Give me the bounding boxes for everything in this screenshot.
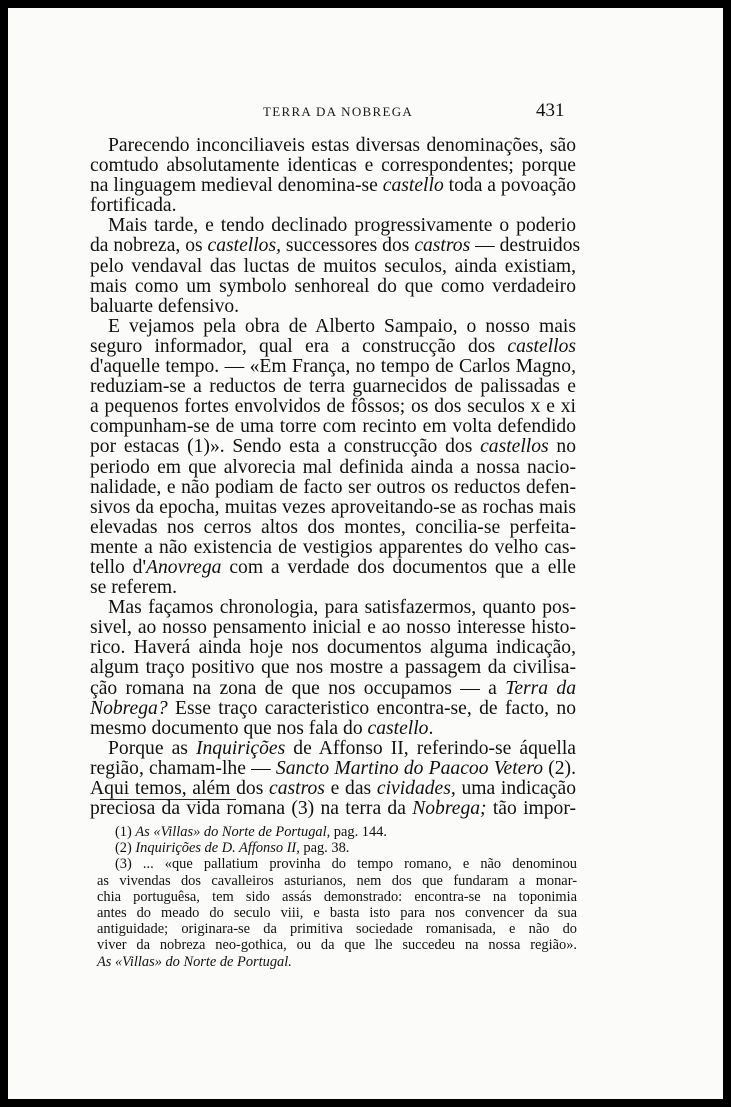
footnote-3-line: as vivendas dos cavalleiros asturianos, nem dos que fundaram a monar- [97, 872, 577, 889]
footnote-1: (1) As «Villas» do Norte de Portugal, pag. 144. [115, 824, 387, 840]
running-head-title: TERRA DA NOBREGA [263, 104, 414, 119]
text-line: comtudo absolutamente identicas e correspondentes; porque [90, 155, 576, 177]
text-line: mais como um symbolo senhoreal do que como verdadeiro [90, 275, 576, 297]
body-text [90, 135, 581, 820]
text-line: reduziam-se a reductos de terra guarnecidos de palissadas e [90, 376, 576, 398]
footnote-3: (3) ... «que pallatium provinha do tempo romano, e não denominou [115, 856, 577, 873]
footnote-2: (2) Inquirições de D. Affonso II, pag. 38. [115, 840, 350, 857]
text-line: rico. Haverá ainda hoje nos documentos alguma indicação, [90, 637, 576, 659]
text-line: Nobrega? Esse traço caracteristico encontra-se, de facto, no [90, 697, 576, 719]
text-line: na linguagem medieval denomina-se castello toda a povoação [90, 175, 576, 197]
running-head [8, 100, 723, 124]
footnotes [97, 824, 577, 970]
text-line: Porque as Inquirições de Affonso II, referindo-se áquella [108, 737, 576, 759]
text-line: preciosa da vida romana (3) na terra da Nobrega; tão impor- [90, 798, 577, 820]
text-line: sivos da epocha, muitas vezes aproveitando-se as rochas mais [90, 496, 576, 518]
text-line: d'aquelle tempo. — «Em França, no tempo de Carlos Magno, [90, 356, 576, 378]
text-line: da nobreza, os castellos, successores dos castros — destruidos [90, 235, 581, 257]
text-line: nalidade, e não podiam de facto ser outros os reductos defen- [90, 476, 576, 498]
footnote-3-line: As «Villas» do Norte de Portugal. [97, 953, 292, 970]
text-line: E vejamos pela obra de Alberto Sampaio, o nosso mais [108, 315, 576, 337]
text-line: algum traço positivo que nos mostre a passagem da civilisa- [90, 657, 576, 679]
text-line: tello d'Anovrega com a verdade dos documentos que a elle [90, 556, 576, 578]
text-line: mesmo documento que nos fala do castello. [90, 717, 434, 739]
text-line: se referem. [90, 577, 178, 599]
page-number: 431 [536, 100, 565, 121]
text-line: a pequenos fortes envolvidos de fôssos; os dos seculos x e xi [90, 396, 576, 418]
text-line: sivel, ao nosso pensamento inicial e ao nosso interesse histo- [90, 617, 576, 639]
text-line: Parecendo inconciliaveis estas diversas denominações, são [108, 135, 576, 156]
text-line: Mas façamos chronologia, para satisfazermos, quanto pos- [108, 597, 576, 619]
text-line: região, chamam-lhe — Sancto Martino do Paacoo Vetero (2). [90, 757, 576, 779]
text-line: seguro informador, qual era a construcção dos castellos [90, 335, 576, 357]
text-line: fortificada. [90, 195, 177, 217]
footnote-3-line: chia portuguêsa, tem sido assás demonstrado: encontra-se na toponimia [97, 888, 577, 905]
text-line: elevadas nos cerros altos dos montes, concilia-se perfeita- [90, 516, 576, 538]
text-line: pelo vendaval das luctas de muitos seculos, ainda existiam, [90, 255, 576, 277]
footnote-rule [100, 799, 236, 800]
footnote-3-line: viver da nobreza neo-gothica, ou da que lhe succedeu na nossa região». [97, 937, 577, 954]
text-line: ção romana na zona de que nos occupamos — a Terra da [90, 677, 576, 699]
text-line: Aqui temos, além dos castros e das cividades, uma indicação [90, 778, 576, 799]
text-line: baluarte defensivo. [90, 295, 240, 317]
footnote-3-line: antes do meado do seculo viii, e basta isto para nos convencer da sua [97, 905, 577, 922]
text-line: por estacas (1)». Sendo esta a construcção dos castellos no [90, 436, 576, 458]
text-line: compunham-se de uma torre com recinto em volta defendido [90, 416, 576, 438]
footnote-3-line: antiguidade; originara-se da primitiva sociedade romanisada, e não do [97, 921, 577, 938]
text-line: periodo em que alvorecia mal definida ainda a nossa nacio- [90, 456, 576, 478]
text-line: mente a não existencia de vestigios apparentes do velho cas- [90, 536, 576, 558]
text-line: Mais tarde, e tendo declinado progressivamente o poderio [108, 215, 576, 237]
book-page [8, 8, 723, 1099]
